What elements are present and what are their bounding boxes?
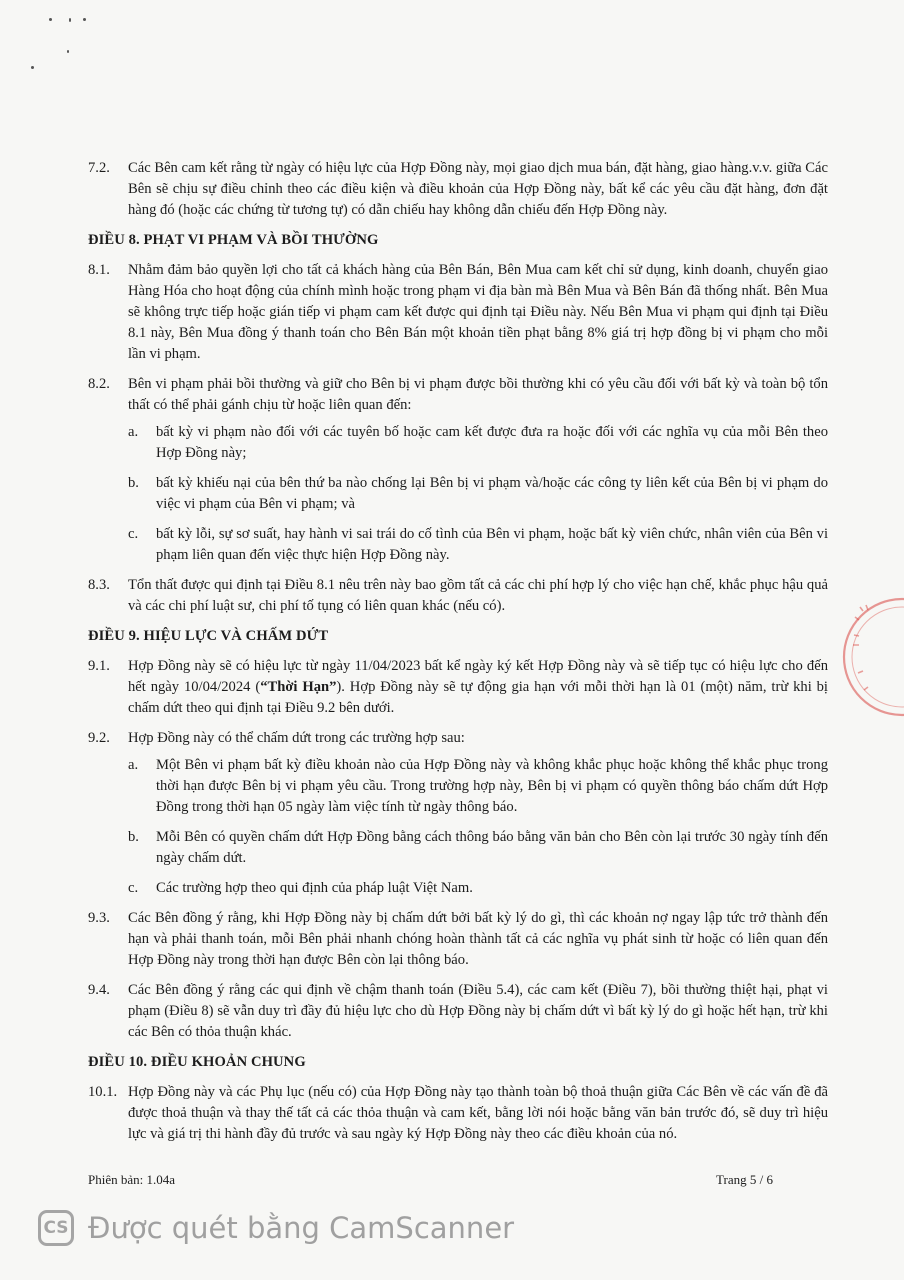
contract-body <box>88 158 828 1154</box>
scan-speck <box>67 50 69 53</box>
clause-9-2-c <box>128 878 828 899</box>
clause-text: Các Bên đồng ý rằng, khi Hợp Đồng này bị chấm dứt bởi bất kỳ lý do gì, thì các khoản nợ ngay lập tức trở thành đến hạn và phải thanh toán, mỗi Bên phải nhanh chóng hoàn thành tất cả các nghĩa vụ phát sinh từ hoặc có liên quan đến Hợp Đồng này trong thời hạn được Bên còn lại thông báo. <box>128 910 828 968</box>
clause-number: 8.3. <box>88 577 110 593</box>
clause-8-2 <box>88 374 828 416</box>
clause-text <box>128 656 828 719</box>
clause-text: Các Bên đồng ý rằng các qui định về chậm thanh toán (Điều 5.4), các cam kết (Điều 7), bồi thường thiệt hại, phạt vi phạm (Điều 8) sẽ vẫn duy trì đầy đủ hiệu lực cho dù Hợp Đồng này bị chấm dứt vì bất kỳ lý do gì hoặc hết hạn, trừ khi các Bên có thỏa thuận khác. <box>128 982 828 1040</box>
clause-8-2-b <box>128 473 828 515</box>
clause-9-1 <box>88 656 828 719</box>
page-number: Trang 5 / 6 <box>716 1172 773 1187</box>
sub-text: Một Bên vi phạm bất kỳ điều khoản nào của Hợp Đồng này và không khắc phục hoặc không thể khắc phục trong thời hạn được Bên bị vi phạm yêu cầu. Trong trường hợp này, Bên bị vi phạm có quyền thông báo chấm dứt Hợp Đồng trong thời hạn 05 ngày làm việc tính từ ngày thông báo. <box>156 757 828 815</box>
camscanner-logo-icon: CS <box>38 1210 74 1246</box>
watermark-text: Được quét bằng CamScanner <box>88 1211 515 1245</box>
clause-7-2 <box>88 158 828 221</box>
scan-speck <box>69 18 71 22</box>
clause-number: 9.3. <box>88 910 110 926</box>
clause-text-before: Hợp Đồng này sẽ có hiệu lực từ ngày 11/04/2023 bất kể ngày ký kết Hợp Đồng này và sẽ tiếp tục có hiệu lực cho đến hết ngày 10/04/2024 ( <box>128 658 828 695</box>
clause-10-1 <box>88 1082 828 1145</box>
clause-text: Hợp Đồng này và các Phụ lục (nếu có) của Hợp Đồng này tạo thành toàn bộ thoả thuận giữa Các Bên về các vấn đề đã được thoả thuận và thay thế tất cả các thỏa thuận và cam kết, bằng lời nói hoặc bằng văn bản trước đó, sẽ duy trì hiệu lực và giá trị thi hành đầy đủ trước và sau ngày ký Hợp Đồng này theo các điều khoản của nó. <box>128 1084 828 1142</box>
clause-9-2 <box>88 728 828 749</box>
clause-text: Hợp Đồng này có thể chấm dứt trong các trường hợp sau: <box>128 730 465 746</box>
clause-8-1 <box>88 260 828 365</box>
defined-term: “Thời Hạn” <box>260 679 337 695</box>
article-9-heading: ĐIỀU 9. HIỆU LỰC VÀ CHẤM DỨT <box>88 628 329 644</box>
clause-9-2-b <box>128 827 828 869</box>
clause-9-4 <box>88 980 828 1043</box>
sub-letter: c. <box>128 880 139 896</box>
clause-number: 9.1. <box>88 658 110 674</box>
scan-speck <box>31 66 34 69</box>
clause-text: Tổn thất được qui định tại Điều 8.1 nêu trên này bao gồm tất cả các chi phí hợp lý cho việc hạn chế, khắc phục hậu quả và các chi phí luật sư, chi phí tố tụng có liên quan khác (nếu có). <box>128 577 828 614</box>
sub-text: bất kỳ vi phạm nào đối với các tuyên bố hoặc cam kết được đưa ra hoặc đối với các nghĩa vụ của mỗi Bên theo Hợp Đồng này; <box>156 424 828 461</box>
clause-number: 7.2. <box>88 160 110 176</box>
clause-8-2-a <box>128 422 828 464</box>
sub-letter: b. <box>128 475 139 491</box>
sub-letter: a. <box>128 424 139 440</box>
version-label: Phiên bản: 1.04a <box>88 1172 176 1187</box>
clause-number: 8.2. <box>88 376 110 392</box>
sub-text: Mỗi Bên có quyền chấm dứt Hợp Đồng bằng cách thông báo bằng văn bản cho Bên còn lại trước 30 ngày tính đến ngày chấm dứt. <box>156 829 828 866</box>
camscanner-watermark <box>38 1208 514 1248</box>
clause-text-after: ). Hợp Đồng này sẽ tự động gia hạn với mỗi thời hạn là 01 (một) năm, trừ khi bị chấm dứt theo qui định tại Điều 9.2 bên dưới. <box>128 679 828 716</box>
clause-number: 10.1. <box>88 1084 118 1100</box>
scan-speck <box>83 18 86 21</box>
clause-number: 9.2. <box>88 730 110 746</box>
clause-text: Các Bên cam kết rằng từ ngày có hiệu lực của Hợp Đồng này, mọi giao dịch mua bán, đặt hàng, giao hàng.v.v. giữa Các Bên sẽ chịu sự điều chỉnh theo các điều kiện và điều khoản của Hợp Đồng này, bất kể các yêu cầu đặt hàng, đơn đặt hàng đó (hoặc các chứng từ tương tự) có dẫn chiếu hay không dẫn chiếu đến Hợp Đồng này. <box>128 160 828 218</box>
sub-letter: c. <box>128 526 139 542</box>
seal-inner-ring <box>852 607 904 707</box>
sub-text: bất kỳ lỗi, sự sơ suất, hay hành vi sai trái do cố tình của Bên vi phạm, hoặc bất kỳ viên chức, nhân viên của Bên vi phạm liên quan đến việc thực hiện Hợp Đồng này. <box>156 526 828 563</box>
article-10-heading: ĐIỀU 10. ĐIỀU KHOẢN CHUNG <box>88 1054 306 1070</box>
clause-9-2-a <box>128 755 828 818</box>
clause-8-2-c <box>128 524 828 566</box>
clause-number: 9.4. <box>88 982 110 998</box>
sub-letter: b. <box>128 829 139 845</box>
scan-speck <box>49 18 52 21</box>
clause-text: Nhằm đảm bảo quyền lợi cho tất cả khách hàng của Bên Bán, Bên Mua cam kết chỉ sử dụng, kinh doanh, chuyển giao Hàng Hóa cho hoạt động của chính mình hoặc trong phạm vi địa bàn mà Bên Mua và Bên Bán đã thống nhất. Bên Mua sẽ không trực tiếp hoặc gián tiếp vi phạm cam kết được qui định tại Điều này. Nếu Bên Mua vi phạm qui định tại Điều 8.1 này, Bên Mua đồng ý thanh toán cho Bên Bán một khoản tiền phạt bằng 8% giá trị hợp đồng bị vi phạm cho mỗi lần vi phạm. <box>128 262 828 362</box>
clause-text: Bên vi phạm phải bồi thường và giữ cho Bên bị vi phạm được bồi thường khi có yêu cầu đối với bất kỳ và toàn bộ tổn thất có thể phải gánh chịu từ hoặc liên quan đến: <box>128 376 828 413</box>
clause-number: 8.1. <box>88 262 110 278</box>
article-8-heading: ĐIỀU 8. PHẠT VI PHẠM VÀ BỒI THƯỜNG <box>88 232 379 248</box>
sub-text: Các trường hợp theo qui định của pháp luật Việt Nam. <box>156 880 473 896</box>
sub-letter: a. <box>128 757 139 773</box>
company-seal <box>820 595 904 725</box>
clause-8-3 <box>88 575 828 617</box>
sub-text: bất kỳ khiếu nại của bên thứ ba nào chống lại Bên bị vi phạm và/hoặc các công ty liên kết của Bên bị vi phạm do việc vi phạm của Bên vi phạm; và <box>156 475 828 512</box>
seal-ring <box>844 599 904 715</box>
clause-9-3 <box>88 908 828 971</box>
